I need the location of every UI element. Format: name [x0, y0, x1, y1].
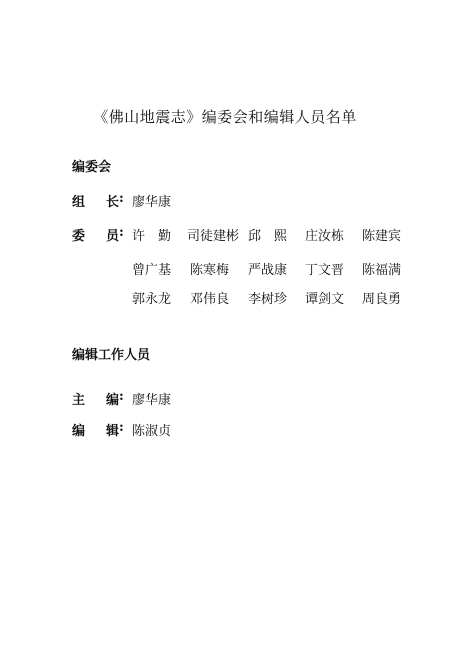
editor-colon: :: [119, 420, 124, 435]
leader-name: 廖华康: [132, 195, 172, 210]
leader-colon: :: [119, 191, 124, 206]
member-name: 郭永龙: [132, 292, 172, 307]
member-name: 邱 熙: [248, 229, 288, 244]
editor-name: 陈淑贞: [132, 424, 172, 439]
member-name: 庄汝栋: [305, 229, 345, 244]
member-name: 许 勤: [132, 229, 172, 244]
member-name: 周良勇: [362, 292, 402, 307]
members-label-char-1: 委: [72, 229, 86, 244]
page-title: 《佛山地震志》编委会和编辑人员名单: [93, 108, 357, 126]
member-name: 陈寒梅: [190, 263, 230, 278]
member-name: 司徒建彬: [187, 229, 240, 244]
chief-editor-name: 廖华康: [132, 393, 172, 408]
member-name: 曾广基: [132, 263, 172, 278]
chief-editor-colon: :: [119, 389, 124, 404]
member-name: 邓伟良: [190, 292, 230, 307]
editor-label-char-1: 编: [72, 424, 86, 439]
member-name: 陈福满: [362, 263, 402, 278]
editorial-committee-heading: 编委会: [72, 160, 112, 175]
member-name: 严战康: [248, 263, 288, 278]
members-label-char-2: 员: [106, 229, 120, 244]
member-name: 丁文晋: [305, 263, 345, 278]
members-colon: :: [119, 225, 124, 240]
leader-label-char-2: 长: [106, 195, 120, 210]
chief-editor-label-char-1: 主: [72, 393, 86, 408]
member-name: 李树珍: [248, 292, 288, 307]
chief-editor-label-char-2: 编: [106, 393, 120, 408]
editor-label-char-2: 辑: [106, 424, 120, 439]
member-name: 陈建宾: [362, 229, 402, 244]
leader-label-char-1: 组: [72, 195, 86, 210]
editorial-staff-heading: 编辑工作人员: [72, 348, 151, 363]
member-name: 谭剑文: [305, 292, 345, 307]
